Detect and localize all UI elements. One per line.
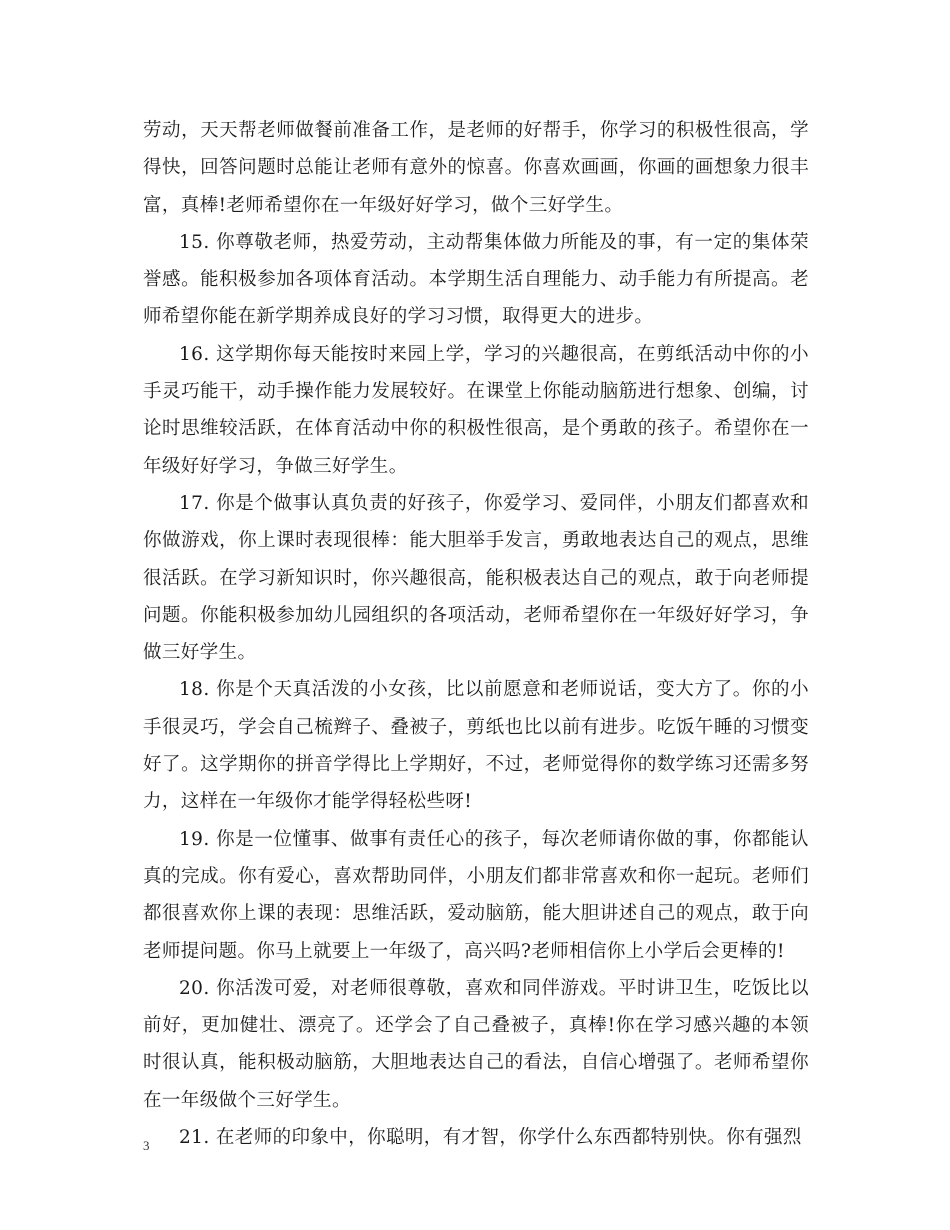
page-number: 3 [143,1138,150,1153]
paragraph-20: 20. 你活泼可爱，对老师很尊敬，喜欢和同伴游戏。平时讲卫生，吃饭比以前好，更加健壮、漂亮了。还学会了自己叠被子，真棒!你在学习感兴趣的本领时很认真，能积极动脑筋，大胆地表达自己的看法，自信心增强了。老师希望你在一年级做个三好学生。 [143,977,809,1111]
paragraph-21: 21. 在老师的印象中，你聪明，有才智，你学什么东西都特别快。你有强烈 [179,1127,802,1149]
paragraph-19: 19. 你是一位懂事、做事有责任心的孩子，每次老师请你做的事，你都能认真的完成。你有爱心，喜欢帮助同伴，小朋友们都非常喜欢和你一起玩。老师们都很喜欢你上课的表现：思维活跃，爱动脑筋，能大胆讲述自己的观点，敢于向老师提问题。你马上就要上一年级了，高兴吗?老师相信你上小学后会更棒的! [143,828,809,962]
paragraph-17: 17. 你是个做事认真负责的好孩子，你爱学习、爱同伴，小朋友们都喜欢和你做游戏，你上课时表现很棒：能大胆举手发言，勇敢地表达自己的观点，思维很活跃。在学习新知识时，你兴趣很高，能积极表达自己的观点，敢于向老师提问题。你能积极参加幼儿园组织的各项活动，老师希望你在一年级好好学习，争做三好学生。 [143,492,809,664]
paragraph-18: 18. 你是个天真活泼的小女孩，比以前愿意和老师说话，变大方了。你的小手很灵巧，学会自己梳辫子、叠被子，剪纸也比以前有进步。吃饭午睡的习惯变好了。这学期你的拼音学得比上学期好，不过，老师觉得你的数学练习还需多努力，这样在一年级你才能学得轻松些呀! [143,679,809,813]
paragraph-continuation: 劳动，天天帮老师做餐前准备工作，是老师的好帮手，你学习的积极性很高，学得快，回答问题时总能让老师有意外的惊喜。你喜欢画画，你画的画想象力很丰富，真棒!老师希望你在一年级好好学习，做个三好学生。 [143,120,809,216]
document-body [143,112,809,1156]
paragraph-15: 15. 你尊敬老师，热爱劳动，主动帮集体做力所能及的事，有一定的集体荣誉感。能积极参加各项体育活动。本学期生活自理能力、动手能力有所提高。老师希望你能在新学期养成良好的学习习惯，取得更大的进步。 [143,231,809,328]
paragraph-16: 16. 这学期你每天能按时来园上学，学习的兴趣很高，在剪纸活动中你的小手灵巧能干，动手操作能力发展较好。在课堂上你能动脑筋进行想象、创编，讨论时思维较活跃，在体育活动中你的积极性很高，是个勇敢的孩子。希望你在一年级好好学习，争做三好学生。 [143,343,809,477]
